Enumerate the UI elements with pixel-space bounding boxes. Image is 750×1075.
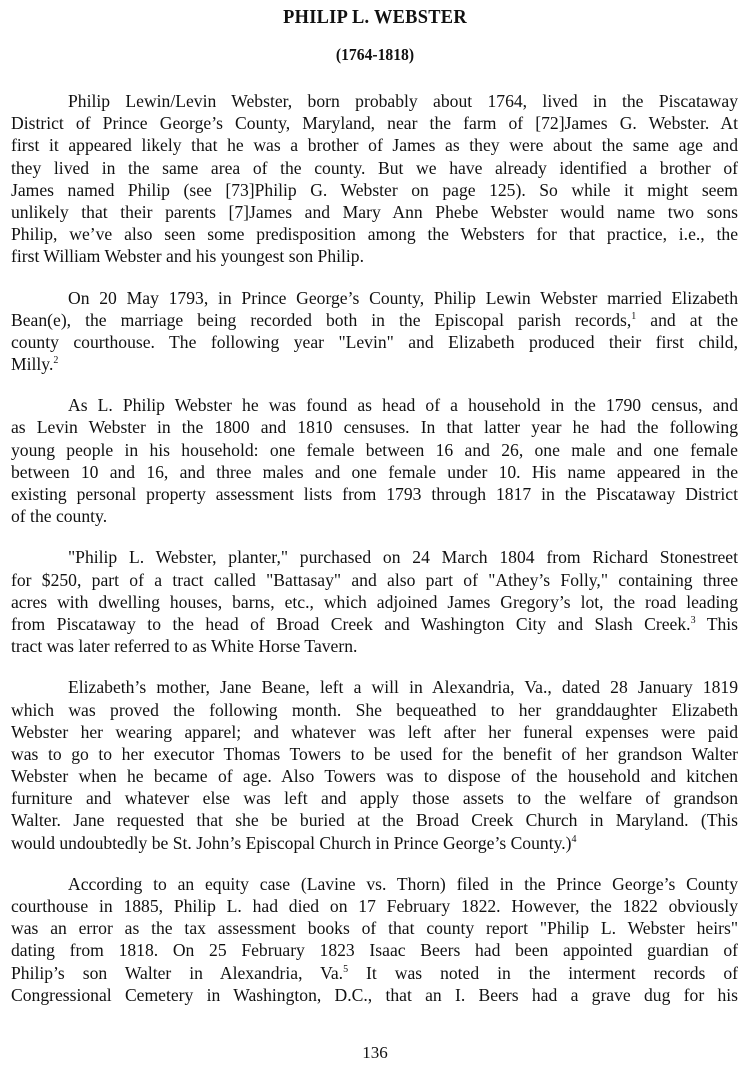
text-line: which was proved the following month. She bequeathed to her granddaughter Elizabeth	[11, 699, 738, 720]
text-line: would undoubtedly be St. John’s Episcopal Church in Prince George’s County.)$^4$	[11, 832, 577, 853]
text-line: According to an equity case (Lavine vs. Thorn) filed in the Prince George’s County	[68, 873, 738, 894]
text-line: first William Webster and his youngest son Philip.	[11, 246, 364, 267]
text-line: Milly.$^2$	[11, 354, 59, 375]
text-line: James named Philip (see [73]Philip G. Webster on page 125). So while it might seem	[11, 179, 738, 200]
text-line: tract was later referred to as White Horse Tavern.	[11, 636, 358, 657]
text-line: young people in his household: one female between 16 and 26, one male and one female	[11, 439, 738, 460]
paragraph	[11, 287, 738, 376]
page-number: 136	[362, 1043, 388, 1062]
text-line: dating from 1818. On 25 February 1823 Isaac Beers had been appointed guardian of	[11, 940, 738, 961]
paragraph	[11, 394, 738, 527]
footnote-reference: 3	[690, 614, 696, 626]
text-line: Elizabeth’s mother, Jane Beane, left a will in Alexandria, Va., dated 28 January 1819	[68, 677, 738, 698]
text-line: Philip Lewin/Levin Webster, born probably about 1764, lived in the Piscataway	[68, 91, 738, 111]
text-line: furniture and whatever else was left and apply those assets to the welfare of grandson	[11, 788, 738, 809]
text-line: for $250, part of a tract called "Battasay" and also part of "Athey’s Folly," containing three	[11, 569, 738, 590]
text-line: Philip’s son Walter in Alexandria, Va.$^5$ It was noted in the interment records of	[11, 962, 738, 983]
text-line: Congressional Cemetery in Washington, D.C., that an I. Beers had a grave dug for his	[11, 984, 738, 1005]
paragraph	[11, 546, 738, 657]
paragraph	[11, 873, 738, 1006]
paragraph	[11, 676, 738, 854]
text-line: as Levin Webster in the 1800 and 1810 censuses. In that latter year he had the following	[11, 417, 738, 438]
paragraph	[11, 90, 738, 268]
text-line: District of Prince George’s County, Maryland, near the farm of [72]James G. Webster. At	[11, 113, 738, 134]
life-dates: (1764-1818)	[335, 45, 415, 64]
footnote-reference: 1	[631, 310, 637, 322]
text-line: Walter. Jane requested that she be buried at the Broad Creek Church in Maryland. (This	[11, 810, 738, 831]
text-line: existing personal property assessment lists from 1793 through 1817 in the Piscataway District	[11, 484, 738, 504]
text-line: "Philip L. Webster, planter," purchased on 24 March 1804 from Richard Stonestreet	[68, 547, 738, 568]
text-line: On 20 May 1793, in Prince George’s County, Philip Lewin Webster married Elizabeth	[68, 287, 738, 308]
text-line: between 10 and 16, and three males and one female under 10. His name appeared in the	[11, 461, 738, 482]
footnote-reference: 5	[343, 963, 349, 975]
text-line: they lived in the same area of the county. But we have already identified a brother of	[11, 157, 738, 178]
text-line: county courthouse. The following year "Levin" and Elizabeth produced their first child,	[11, 331, 738, 352]
text-line: from Piscataway to the head of Broad Creek and Washington City and Slash Creek.$^3$ This	[11, 613, 739, 634]
text-line: Philip, we’ve also seen some predisposition among the Websters for that practice, i.e., the	[11, 224, 738, 245]
text-line: was an error as the tax assessment books of that county report "Philip L. Webster heirs"	[11, 918, 738, 939]
text-line: Webster when he became of age. Also Towers was to dispose of the household and kitchen	[11, 766, 738, 787]
text-line: unlikely that their parents [7]James and Mary Ann Phebe Webster would name two sons	[11, 201, 738, 222]
text-line: acres with dwelling houses, barns, etc., which adjoined James Gregory’s lot, the road leading	[11, 591, 738, 612]
footnote-reference: 4	[571, 833, 577, 845]
body-text	[11, 90, 738, 1025]
text-line: of the county.	[11, 506, 108, 527]
text-line: Webster her wearing apparel; and whatever was left after her funeral expenses were paid	[11, 721, 738, 742]
text-line: was to go to her executor Thomas Towers to be used for the benefit of her grandson Walter	[11, 743, 738, 764]
text-line: As L. Philip Webster he was found as head of a household in the 1790 census, and	[68, 395, 738, 416]
footnote-reference: 2	[53, 355, 59, 367]
text-line: Bean(e), the marriage being recorded both in the Episcopal parish records,$^1$ and at the	[11, 309, 739, 330]
chapter-title: PHILIP L. WEBSTER	[283, 6, 467, 28]
text-line: courthouse in 1885, Philip L. had died on 17 February 1822. However, the 1822 obviously	[11, 896, 738, 916]
text-line: first it appeared likely that he was a brother of James as they were about the same age and	[11, 135, 738, 156]
